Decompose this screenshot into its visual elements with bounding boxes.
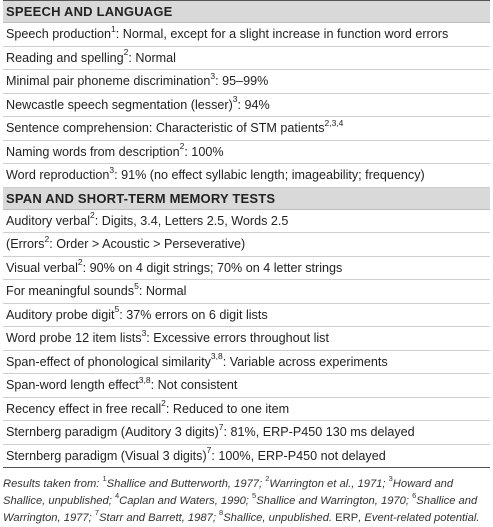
row-label: Span-word length effect: [6, 378, 139, 392]
row-label: Span-effect of phonological similarity: [6, 354, 211, 369]
footnote-ref-text: Shallice, unpublished.: [223, 512, 336, 524]
section-speech-language-rows: [3, 23, 490, 188]
row-reference: 3,8: [138, 374, 151, 385]
table-row: [3, 445, 490, 469]
footnote-ref-text: Shallice and Warrington, 1970;: [256, 495, 413, 507]
table-row: [3, 398, 490, 422]
table-row: [3, 23, 490, 47]
table-row: [3, 280, 490, 304]
table-row: [3, 70, 490, 94]
section-span-stm-rows: [3, 210, 490, 469]
row-reference: 2: [179, 141, 185, 152]
table-row: [3, 327, 490, 351]
row-value: : Not consistent: [150, 378, 238, 392]
row-value: : Normal: [138, 284, 187, 298]
row-value: : Normal, except for a slight increase in function word errors: [115, 27, 449, 41]
row-label: Minimal pair phoneme discrimination: [6, 74, 211, 88]
row-value: : 90% on 4 digit strings; 70% on 4 letter strings: [82, 260, 343, 275]
table-row: [3, 164, 490, 188]
row-value: : 100%, ERP-P450 not delayed: [211, 448, 386, 463]
footnote-ref-number: 6: [412, 491, 417, 501]
row-value: : Digits, 3.4, Letters 2.5, Words 2.5: [94, 213, 289, 228]
row-label: Reading and spelling: [6, 50, 124, 65]
footnote-ref-number: 2: [265, 474, 270, 484]
row-reference: 2,3,4: [324, 117, 344, 128]
row-value: : 94%: [237, 97, 270, 112]
row-value: : Excessive errors throughout list: [146, 331, 329, 345]
row-value: : 100%: [184, 144, 224, 159]
row-label: Recency effect in free recall: [6, 401, 162, 416]
footnote-ref-number: 4: [114, 491, 120, 501]
footnote-intro: Results taken from:: [3, 478, 103, 490]
footnote-ref-number: 8: [219, 508, 224, 518]
footnote-ref-text: Shallice and Butterworth, 1977;: [106, 478, 266, 490]
table-row: [3, 351, 490, 375]
row-label: Sentence comprehension: Characteristic of STM patients: [6, 121, 325, 135]
footnote-ref-text: Howard and Shallice, unpublished;: [3, 478, 454, 507]
table-row: [3, 117, 490, 141]
row-value: : Normal: [128, 50, 176, 65]
row-value: : Order > Acoustic > Perseverative): [49, 237, 246, 251]
table-row: [3, 210, 490, 234]
row-reference: 2: [123, 47, 129, 58]
row-reference: 2: [161, 398, 166, 409]
row-label: Auditory verbal: [6, 213, 90, 228]
footnote-ref-number: 5: [252, 491, 257, 501]
row-value: : Reduced to one item: [165, 401, 290, 416]
row-reference: 2: [77, 257, 83, 268]
footnote-ref-number: 7: [94, 508, 100, 518]
row-reference: 3: [109, 164, 115, 175]
row-reference: 1: [111, 23, 116, 34]
footnote-ref-text: Starr and Barrett, 1987;: [99, 512, 220, 524]
table-row: [3, 421, 490, 445]
row-label: Speech production: [6, 27, 112, 41]
row-value: : 91% (no effect syllabic length; imageability; frequency): [114, 168, 425, 182]
row-reference: 2: [44, 233, 50, 244]
row-label: Word probe 12 item lists: [6, 331, 142, 345]
row-reference: 5: [114, 304, 120, 315]
row-reference: 2: [90, 210, 95, 221]
footnote-ref-number: 3: [388, 474, 393, 484]
row-reference: 3: [210, 70, 216, 81]
row-label: Naming words from description: [6, 144, 180, 159]
section-header-span-stm: SPAN AND SHORT-TERM MEMORY TESTS: [3, 188, 490, 210]
row-reference: 3,8: [210, 351, 223, 362]
row-reference: 7: [206, 445, 212, 456]
section-header-speech-language: SPEECH AND LANGUAGE: [3, 1, 490, 23]
footnote-ref-text: Caplan and Waters, 1990;: [119, 495, 253, 507]
row-reference: 3: [141, 327, 147, 338]
footnote-ref-number: 1: [102, 474, 107, 484]
footnote-ref-text: Shallice and Warrington, 1977;: [3, 495, 478, 524]
table-footnote: [3, 476, 490, 527]
footnote-ref-text: Warrington et al., 1971;: [269, 478, 389, 490]
table-row: [3, 304, 490, 328]
results-table: [3, 0, 490, 468]
row-label: Sternberg paradigm (Visual 3 digits): [6, 448, 207, 463]
table-row: [3, 233, 490, 257]
row-reference: 5: [134, 280, 139, 291]
row-label: (Errors: [6, 237, 45, 251]
row-value: : 37% errors on 6 digit lists: [119, 307, 268, 322]
row-label: Word reproduction: [6, 168, 110, 182]
row-label: Newcastle speech segmentation (lesser): [6, 97, 233, 112]
row-label: Auditory probe digit: [6, 307, 115, 322]
table-row: [3, 374, 490, 398]
footnote-abbrev: ERP: [335, 512, 359, 524]
row-value: : Variable across experiments: [222, 354, 388, 369]
row-reference: 3: [232, 94, 238, 105]
table-row: [3, 257, 490, 281]
table-row: [3, 47, 490, 71]
row-label: Visual verbal: [6, 260, 78, 275]
row-reference: 7: [218, 421, 224, 432]
table-row: [3, 141, 490, 165]
row-label: For meaningful sounds: [6, 284, 135, 298]
footnote-abbrev-definition: , Event-related potential.: [358, 512, 480, 524]
row-value: : 95–99%: [215, 74, 269, 88]
row-value: : 81%, ERP-P450 130 ms delayed: [223, 425, 415, 439]
table-row: [3, 94, 490, 118]
row-label: Sternberg paradigm (Auditory 3 digits): [6, 425, 219, 439]
